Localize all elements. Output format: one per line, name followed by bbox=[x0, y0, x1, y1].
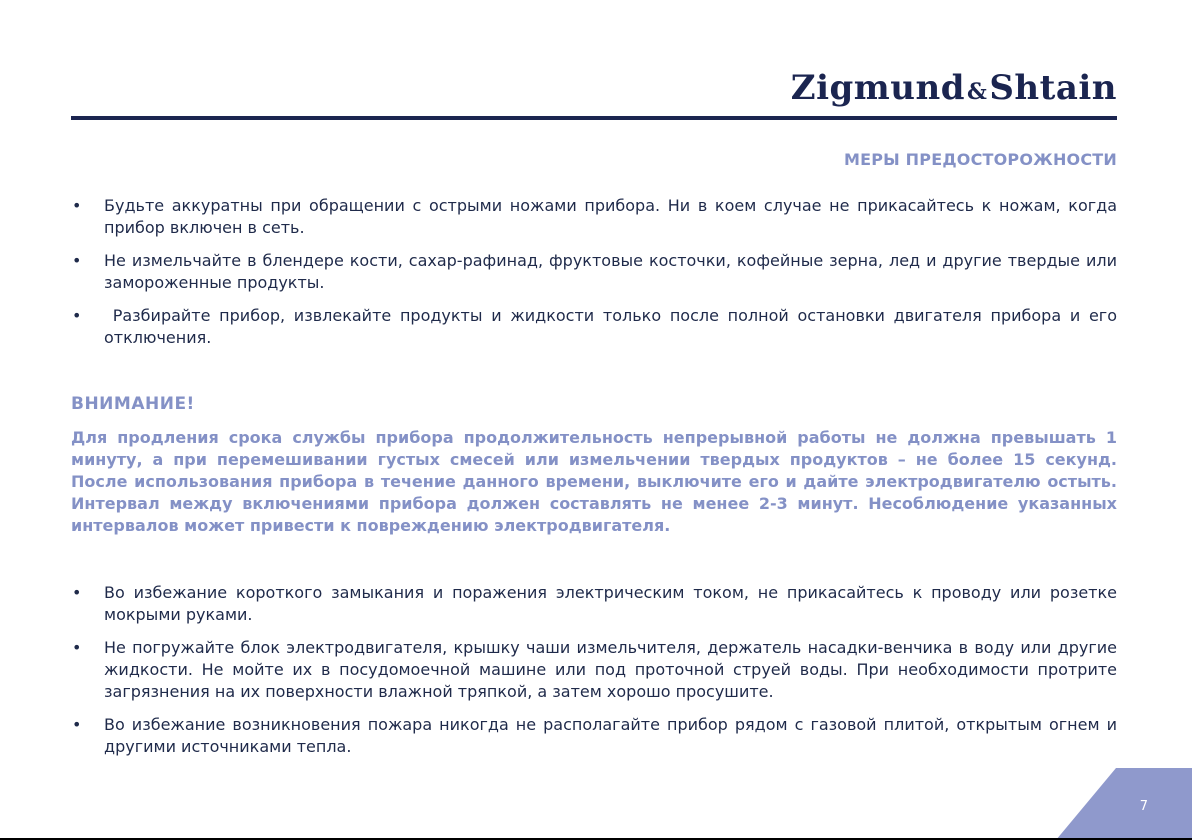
bullet-icon: • bbox=[72, 306, 82, 325]
list-item bbox=[71, 637, 1117, 703]
page-corner-decoration bbox=[1056, 768, 1192, 840]
bullet-icon: • bbox=[72, 196, 82, 215]
list-item-text: Не измельчайте в блендере кости, сахар-рафинад, фруктовые косточки, кофейные зерна, лед и другие твердые или замороженные продукты. bbox=[104, 251, 1117, 292]
brand-name-right: Shtain bbox=[989, 68, 1117, 108]
warning-title: ВНИМАНИЕ! bbox=[71, 394, 195, 414]
list-item-text: Разбирайте прибор, извлекайте продукты и жидкости только после полной остановки двигателя прибора и его отключения. bbox=[104, 306, 1123, 347]
brand-name-left: Zigmund bbox=[790, 68, 965, 108]
list-item-text: Будьте аккуратны при обращении с острыми ножами прибора. Ни в коем случае не прикасайтесь к ножам, когда прибор включен в сеть. bbox=[104, 196, 1117, 237]
corner-triangle bbox=[1056, 768, 1192, 840]
brand-logo bbox=[791, 68, 1117, 108]
list-item-text: Не погружайте блок электродвигателя, крышку чаши измельчителя, держатель насадки-венчика в воду или другие жидкости. Не мойте их в посудомоечной машине или под проточной струей воды. При необходимости протрите загрязнения на их поверхности влажной тряпкой, а затем хорошо просушите. bbox=[104, 638, 1117, 701]
list-item bbox=[71, 195, 1117, 239]
page-number: 7 bbox=[1139, 799, 1148, 814]
section-title: МЕРЫ ПРЕДОСТОРОЖНОСТИ bbox=[843, 150, 1117, 169]
list-item bbox=[71, 250, 1117, 294]
warning-text: Для продления срока службы прибора продолжительность непрерывной работы не должна превышать 1 минуту, а при перемешивании густых смесей или измельчении твердых продуктов – не более 15 секунд. После использования прибора в течение данного времени, выключите его и дайте электродвигателю остыть. Интервал между включениями прибора должен составлять не менее 2-3 минут. Несоблюдение указанных интервалов может привести к повреждению электродвигателя. bbox=[71, 428, 1117, 535]
list-item bbox=[71, 305, 1123, 349]
bullet-icon: • bbox=[72, 715, 82, 734]
header-divider bbox=[71, 116, 1117, 120]
precautions-list-top bbox=[71, 195, 1123, 360]
brand-ampersand: & bbox=[966, 79, 988, 105]
list-item bbox=[71, 714, 1117, 758]
list-item bbox=[71, 582, 1117, 626]
list-item-text: Во избежание возникновения пожара никогда не располагайте прибор рядом с газовой плитой, открытым огнем и другими источниками тепла. bbox=[104, 715, 1117, 756]
precautions-list-bottom bbox=[71, 582, 1117, 769]
bullet-icon: • bbox=[72, 251, 82, 270]
bullet-icon: • bbox=[72, 583, 82, 602]
bullet-icon: • bbox=[72, 638, 82, 657]
list-item-text: Во избежание короткого замыкания и поражения электрическим током, не прикасайтесь к проводу или розетке мокрыми руками. bbox=[104, 583, 1117, 624]
